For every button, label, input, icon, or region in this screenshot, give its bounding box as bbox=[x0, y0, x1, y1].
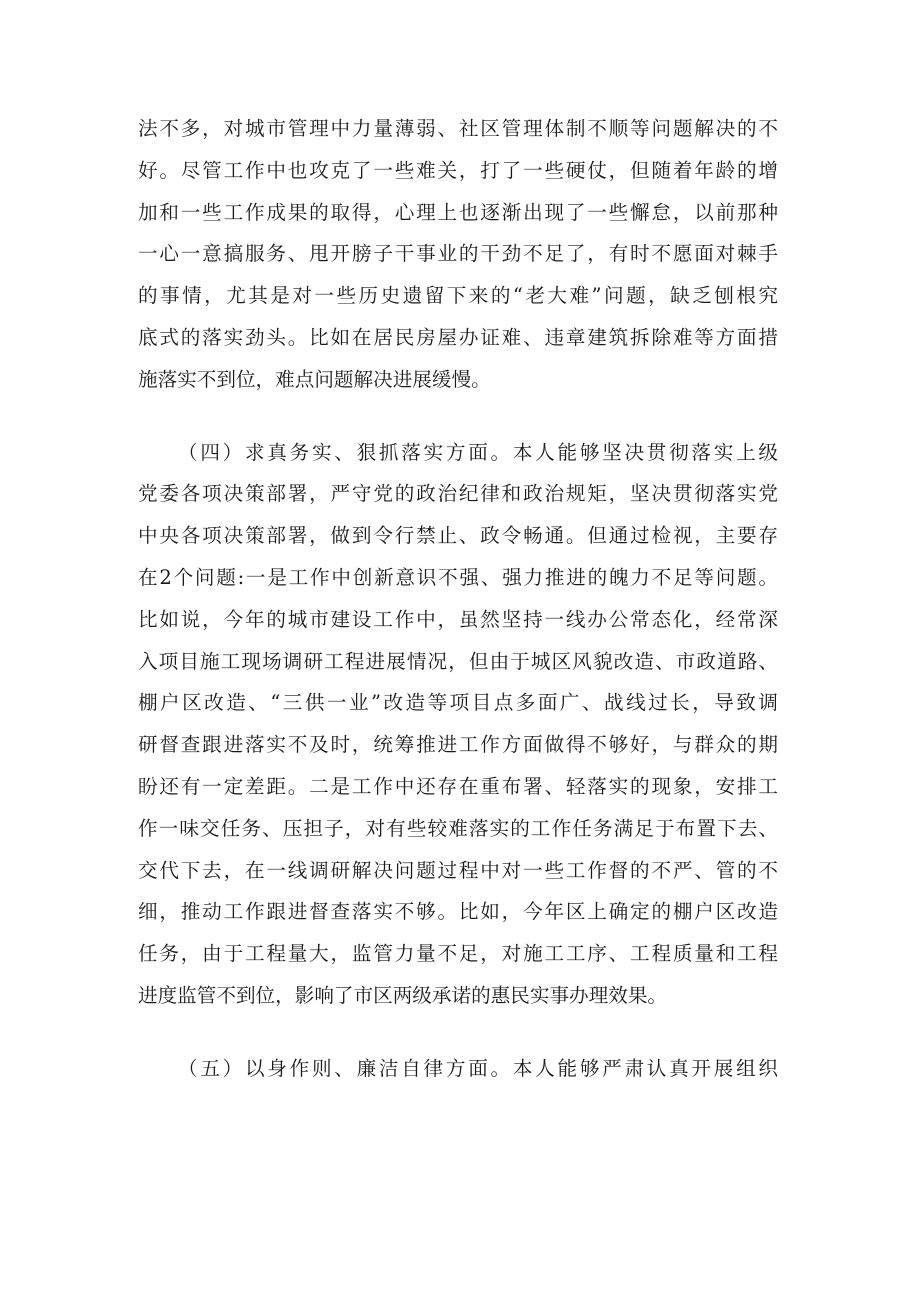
text-line: 细，推动工作跟进督查落实不够。比如，今年区上确定的棚户区改造 bbox=[138, 900, 778, 924]
text-line: 作一味交任务、压担子，对有些较难落实的工作任务满足于布置下去、 bbox=[138, 816, 778, 840]
text-line: 研督查跟进落实不及时，统筹推进工作方面做得不够好，与群众的期 bbox=[138, 733, 778, 757]
text-line: 交代下去，在一线调研解决问题过程中对一些工作督的不严、管的不 bbox=[138, 858, 778, 882]
text-line: 进度监管不到位，影响了市区两级承诺的惠民实事办理效果。 bbox=[138, 983, 668, 1007]
text-line: 棚户区改造、“三供一业”改造等项目点多面广、战线过长，导致调 bbox=[138, 691, 778, 715]
text-line: （五）以身作则、廉洁自律方面。本人能够严肃认真开展组织 bbox=[178, 1056, 778, 1080]
text-line: 法不多，对城市管理中力量薄弱、社区管理体制不顺等问题解决的不 bbox=[138, 117, 778, 140]
text-line: 比如说，今年的城市建设工作中，虽然坚持一线办公常态化，经常深 bbox=[138, 607, 778, 631]
paragraph-section-five bbox=[138, 1048, 778, 1090]
text-line: 一心一意搞服务、甩开膀子干事业的干劲不足了，有时不愿面对棘手 bbox=[138, 242, 778, 266]
paragraph-spacer bbox=[138, 401, 778, 432]
text-line: 好。尽管工作中也攻克了一些难关，打了一些硬仗，但随着年龄的增 bbox=[138, 158, 778, 182]
paragraph-continuation bbox=[138, 108, 778, 401]
text-line: 的事情，尤其是对一些历史遗留下来的“老大难”问题，缺乏刨根究 bbox=[138, 284, 778, 308]
paragraph-section-four bbox=[138, 432, 778, 1017]
paragraph-spacer bbox=[138, 1017, 778, 1048]
text-line: 入项目施工现场调研工程进展情况，但由于城区风貌改造、市政道路、 bbox=[138, 649, 778, 673]
document-body bbox=[138, 108, 778, 1090]
text-line: 加和一些工作成果的取得，心理上也逐渐出现了一些懈怠，以前那种 bbox=[138, 200, 778, 224]
text-line: 党委各项决策部署，严守党的政治纪律和政治规矩，坚决贯彻落实党 bbox=[138, 482, 778, 506]
text-line: 底式的落实劲头。比如在居民房屋办证难、违章建筑拆除难等方面措 bbox=[138, 325, 778, 349]
text-line: 任务，由于工程量大，监管力量不足，对施工工序、工程质量和工程 bbox=[138, 942, 778, 966]
text-line: 在2个问题:一是工作中创新意识不强、强力推进的魄力不足等问题。 bbox=[138, 565, 778, 589]
text-line: 盼还有一定差距。二是工作中还存在重布署、轻落实的现象，安排工 bbox=[138, 774, 778, 798]
text-line: 施落实不到位，难点问题解决进展缓慢。 bbox=[138, 367, 491, 391]
text-line: （四）求真务实、狠抓落实方面。本人能够坚决贯彻落实上级 bbox=[178, 440, 778, 464]
text-line: 中央各项决策部署，做到令行禁止、政令畅通。但通过检视，主要存 bbox=[138, 524, 778, 548]
